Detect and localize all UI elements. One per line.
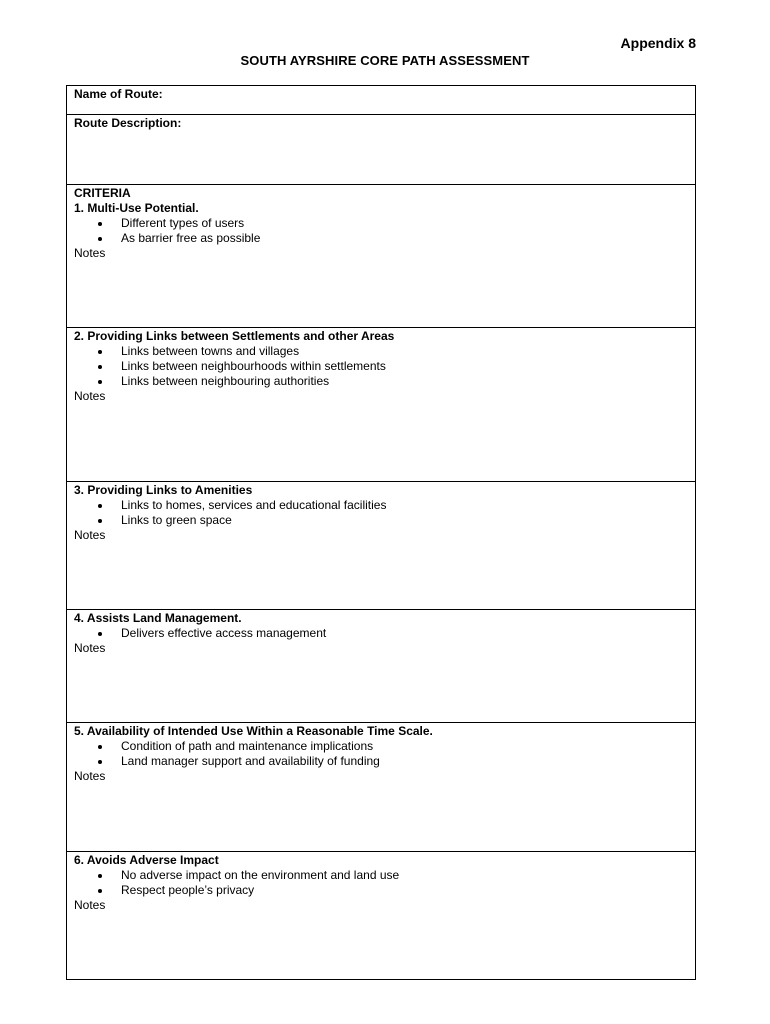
route-description-row[interactable] — [67, 115, 695, 185]
criterion-title: 1. Multi-Use Potential. — [74, 201, 199, 215]
notes-label: Notes — [74, 769, 106, 783]
bullet-item: No adverse impact on the environment and land use — [74, 868, 689, 883]
criterion-title: 4. Assists Land Management. — [74, 611, 242, 625]
appendix-label: Appendix 8 — [620, 35, 696, 51]
criterion-title: 2. Providing Links between Settlements and other Areas — [74, 329, 395, 343]
criterion-title: 5. Availability of Intended Use Within a Reasonable Time Scale. — [74, 724, 433, 738]
bullet-item: Links between towns and villages — [74, 344, 689, 359]
bullet-item: Links between neighbourhoods within settlements — [74, 359, 689, 374]
bullet-item: Respect people’s privacy — [74, 883, 689, 898]
criterion-5-section[interactable] — [67, 723, 695, 852]
notes-label: Notes — [74, 246, 106, 260]
criterion-bullets — [74, 498, 689, 528]
criterion-bullets — [74, 344, 689, 389]
page-title: SOUTH AYRSHIRE CORE PATH ASSESSMENT — [240, 53, 530, 68]
criteria-heading: CRITERIA — [74, 186, 131, 200]
criterion-2-section[interactable] — [67, 328, 695, 482]
criterion-bullets — [74, 868, 689, 898]
route-description-label: Route Description: — [74, 116, 182, 130]
criterion-bullets — [74, 216, 689, 246]
criterion-title: 3. Providing Links to Amenities — [74, 483, 253, 497]
bullet-item: As barrier free as possible — [74, 231, 689, 246]
criterion-bullets — [74, 739, 689, 769]
bullet-item: Links to green space — [74, 513, 689, 528]
criterion-bullets — [74, 626, 689, 641]
notes-label: Notes — [74, 641, 106, 655]
criterion-6-section[interactable] — [67, 852, 695, 979]
route-name-label: Name of Route: — [74, 87, 163, 101]
criterion-title: 6. Avoids Adverse Impact — [74, 853, 219, 867]
bullet-item: Links to homes, services and educational facilities — [74, 498, 689, 513]
notes-label: Notes — [74, 389, 106, 403]
criterion-3-section[interactable] — [67, 482, 695, 610]
route-name-row[interactable] — [67, 86, 695, 115]
notes-label: Notes — [74, 898, 106, 912]
notes-label: Notes — [74, 528, 106, 542]
bullet-item: Links between neighbouring authorities — [74, 374, 689, 389]
criterion-1-section[interactable] — [67, 185, 695, 328]
bullet-item: Land manager support and availability of funding — [74, 754, 689, 769]
assessment-form — [66, 85, 696, 980]
bullet-item: Condition of path and maintenance implications — [74, 739, 689, 754]
criterion-4-section[interactable] — [67, 610, 695, 723]
bullet-item: Delivers effective access management — [74, 626, 689, 641]
bullet-item: Different types of users — [74, 216, 689, 231]
